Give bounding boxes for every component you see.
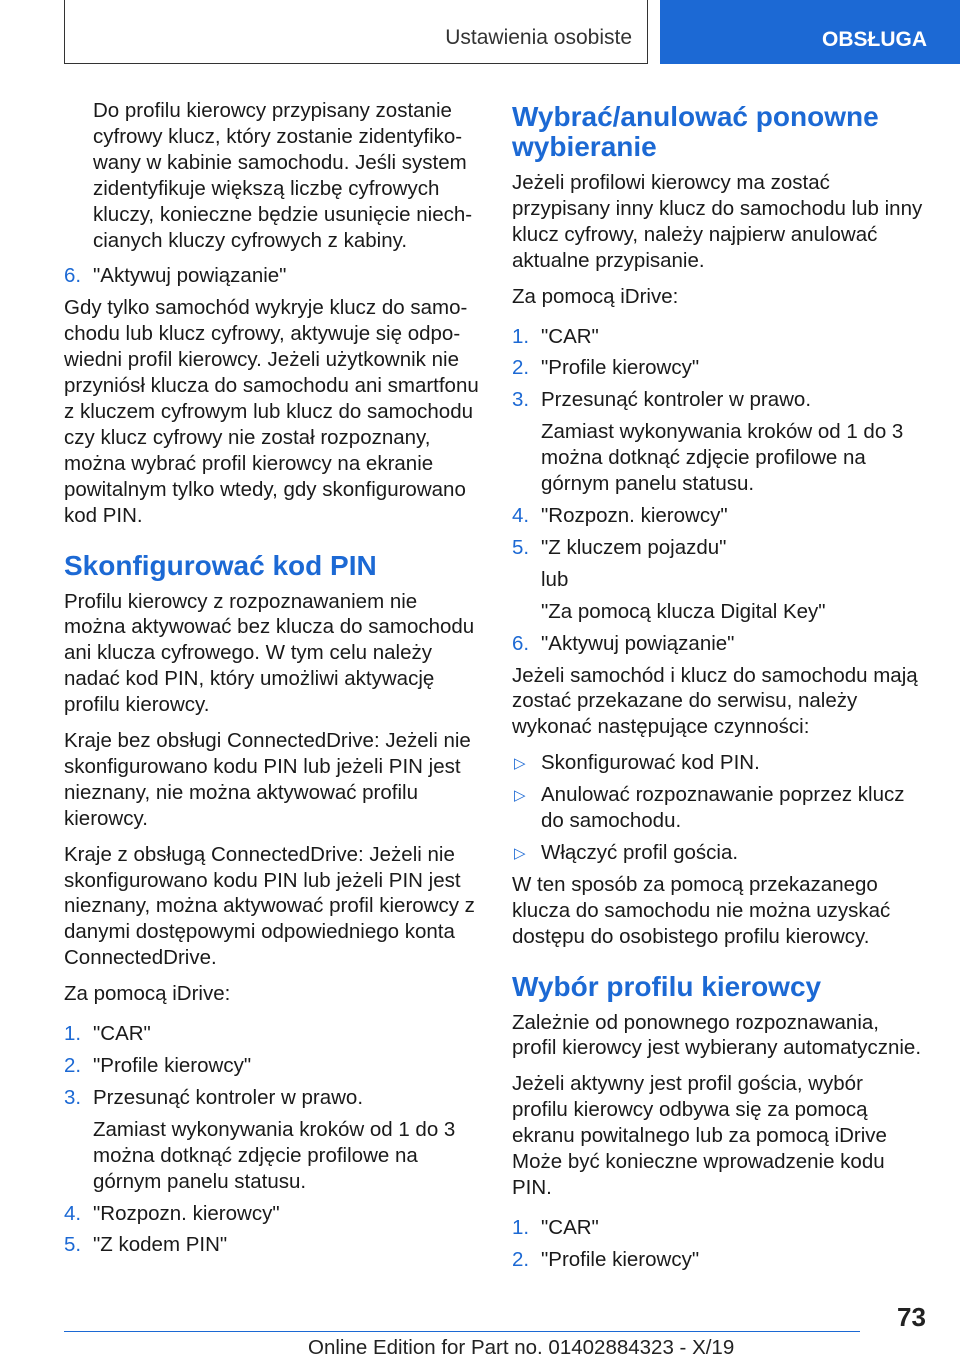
paragraph: Za pomocą iDrive: xyxy=(512,284,679,308)
triangle-bullet-icon: ▷ xyxy=(514,844,526,862)
list-item xyxy=(64,1201,480,1227)
step-number: 4. xyxy=(64,1201,82,1225)
step-number: 6. xyxy=(64,264,82,288)
section-heading: Wybrać/anulować ponowne wybieranie xyxy=(512,101,879,162)
list-item xyxy=(64,1232,480,1258)
footer-edition: Online Edition for Part no. 01402884323 - X/19 xyxy=(308,1336,735,1359)
step-number: 3. xyxy=(64,1085,82,1109)
step-note: lub xyxy=(541,567,569,591)
chapter-tab xyxy=(660,0,960,64)
left-column xyxy=(64,98,480,1264)
list-item xyxy=(512,535,924,561)
step-text: "CAR" xyxy=(541,324,599,348)
step-text: Przesunąć kontroler w prawo. xyxy=(93,1085,364,1109)
step-number: 5. xyxy=(512,535,530,559)
step-number: 1. xyxy=(64,1022,82,1046)
paragraph: Za pomocą iDrive: xyxy=(64,982,231,1006)
list-item xyxy=(512,840,924,866)
step-note: Zamiast wykonywania kroków od 1 do 3 można dotknąć zdjęcie profilowe na górnym panelu statusu. xyxy=(541,420,904,496)
list-item xyxy=(512,355,924,381)
step-text: "Profile kierowcy" xyxy=(93,1054,252,1077)
step-number: 1. xyxy=(512,1215,530,1239)
list-item xyxy=(512,1215,924,1241)
section-heading: Wybór profilu kierowcy xyxy=(512,970,822,1002)
step-number: 6. xyxy=(512,631,530,655)
step-text: "Rozpozn. kierowcy" xyxy=(541,503,728,527)
footer-divider xyxy=(64,1331,860,1332)
triangle-bullet-icon: ▷ xyxy=(514,755,526,773)
step-text: Przesunąć kontroler w prawo. xyxy=(541,388,812,412)
paragraph: Zależnie od ponownego rozpoznawania, profil kierowcy jest wybierany automatycznie. xyxy=(512,1010,922,1060)
step-text: "Profile kierowcy" xyxy=(541,356,700,380)
bullet-text: Anulować rozpoznawanie poprzez klucz do samochodu. xyxy=(541,783,905,833)
step-number: 4. xyxy=(512,503,530,527)
right-column xyxy=(512,98,924,1279)
step-text: "Rozpozn. kierowcy" xyxy=(93,1201,280,1225)
step-text: "Z kodem PIN" xyxy=(93,1233,228,1257)
list-item xyxy=(64,1021,480,1047)
list-item xyxy=(512,387,924,413)
step-text: "CAR" xyxy=(541,1215,599,1239)
paragraph: Kraje z obsługą ConnectedDrive: Jeżeli nie skonfigurowano kodu PIN lub jeżeli PIN jest nieznany, można aktywować profil kierowcy z danymi dostępowymi odpowiedniego konta ConnectedDrive. xyxy=(64,842,475,970)
list-item xyxy=(64,1053,480,1079)
step-number: 2. xyxy=(512,356,530,380)
list-item xyxy=(512,1247,924,1273)
triangle-bullet-icon: ▷ xyxy=(514,787,526,805)
step-text: "Aktywuj powiązanie" xyxy=(93,264,287,288)
step-note: "Za pomocą klucza Digital Key" xyxy=(541,599,826,623)
paragraph: Jeżeli samochód i klucz do samochodu mają zostać przekazane do serwisu, należy wykonać następujące czynności: xyxy=(512,663,918,739)
paragraph: W ten sposób za pomocą przekazanego klucza do samochodu nie można uzyskać dostępu do osobistego profilu kierowcy. xyxy=(512,872,891,948)
step-number: 5. xyxy=(64,1233,82,1257)
step-text: "CAR" xyxy=(93,1022,151,1046)
step-text: "Aktywuj powiązanie" xyxy=(541,631,735,655)
bullet-text: Skonfigurować kod PIN. xyxy=(541,751,760,775)
step-number: 2. xyxy=(512,1247,530,1271)
paragraph: Profilu kierowcy z rozpoznawaniem nie można aktywować bez klucza do samochodu ani klucza cyfrowego. W tym celu należy nadać kod PIN, który umożliwi aktywację profilu kierowcy. xyxy=(64,589,475,717)
step-number: 3. xyxy=(512,388,530,412)
list-item xyxy=(512,503,924,529)
list-item xyxy=(64,1085,480,1111)
paragraph: Jeżeli profilowi kierowcy ma zostać przypisany inny klucz do samochodu lub inny klucz cyfrowy, należy najpierw anulować aktualne przypisanie. xyxy=(512,171,923,272)
list-item xyxy=(64,263,480,289)
paragraph: Gdy tylko samochód wykryje klucz do samochodu lub klucz cyfrowy, aktywuje się odpowiedni profil kierowcy. Jeżeli użytkownik nie przyniósł klucza do samochodu ani smartfonu z kluczem cyfrowym lub klucz do samochodu czy klucz cyfrowy nie został rozpoznany, można wybrać profil kierowcy na ekranie powitalnym tylko wtedy, gdy skonfigurowano kod PIN. xyxy=(64,296,479,527)
bullet-text: Włączyć profil gościa. xyxy=(541,840,739,864)
list-item xyxy=(512,324,924,350)
step-text: "Z kluczem pojazdu" xyxy=(541,535,727,559)
section-title: Ustawienia osobiste xyxy=(445,26,632,49)
chapter-tab-label: OBSŁUGA xyxy=(822,28,927,51)
page-number: 73 xyxy=(897,1302,926,1332)
paragraph: Jeżeli aktywny jest profil gościa, wybór profilu kierowcy odbywa się za pomocą ekranu powitalnego lub za pomocą iDrive Może być konieczne wprowadzenie kodu PIN. xyxy=(512,1072,887,1199)
page-header xyxy=(0,0,960,66)
section-heading: Skonfigurować kod PIN xyxy=(64,549,377,581)
step-note: Zamiast wykonywania kroków od 1 do 3 można dotknąć zdjęcie profilowe na górnym panelu statusu. xyxy=(93,1117,456,1193)
step-text: "Profile kierowcy" xyxy=(541,1247,700,1271)
list-item xyxy=(512,782,924,834)
list-item xyxy=(512,631,924,657)
step-number: 1. xyxy=(512,324,530,348)
list-item xyxy=(512,750,924,776)
paragraph: Kraje bez obsługi ConnectedDrive: Jeżeli nie skonfigurowano kodu PIN lub jeżeli PIN jest nieznany, nie można aktywować profilu kierowcy. xyxy=(64,729,471,830)
step-number: 2. xyxy=(64,1054,82,1077)
intro-paragraph: Do profilu kierowcy przypisany zostanie cyfrowy klucz, który zostanie zidentyfikowany w kabinie samochodu. Jeśli system zidentyfikuje większą liczbę cyfrowych kluczy, konieczne będzie usunięcie niechcianych kluczy cyfrowych z kabiny. xyxy=(93,99,473,252)
